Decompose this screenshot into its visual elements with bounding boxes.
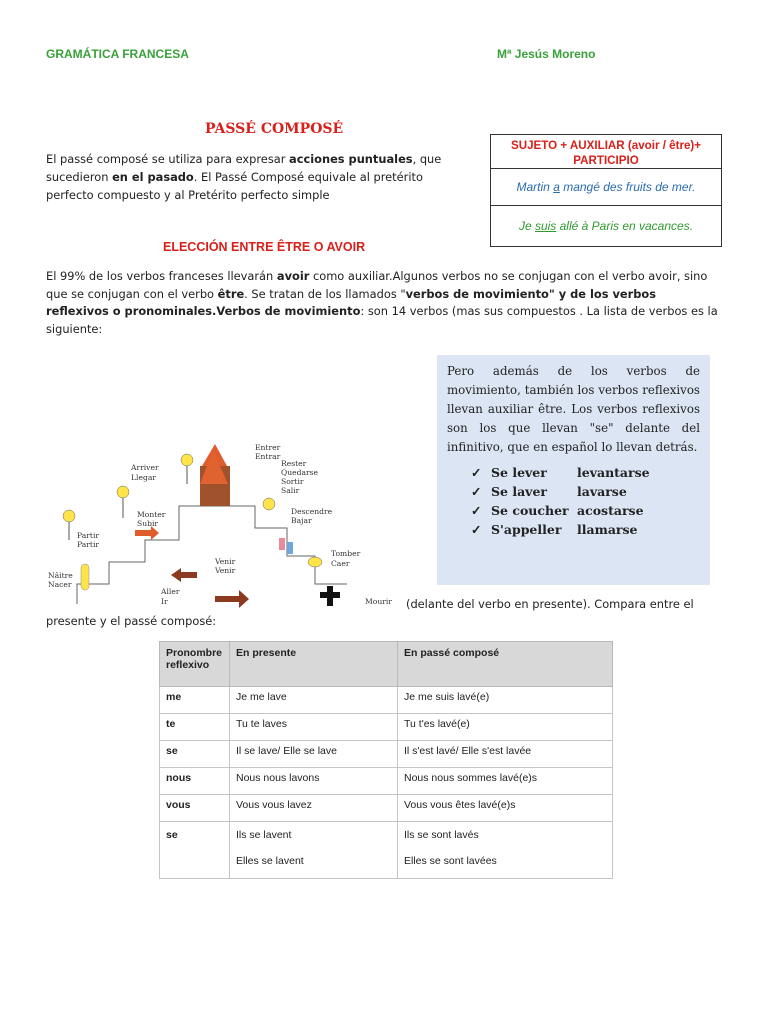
table-row: vous Vous vous lavez Vous vous êtes lavé(e)s xyxy=(160,795,613,822)
checkmark-icon: ✓ xyxy=(471,484,482,499)
label-monter: Monter xyxy=(137,510,166,519)
label-mourir: Mourir xyxy=(365,597,392,606)
table-row: te Tu te laves Tu t'es lavé(e) xyxy=(160,714,613,741)
conjugation-table xyxy=(159,641,613,879)
header-pronoun: Pronombre reflexivo xyxy=(160,642,230,687)
label-quedarse: Quedarse xyxy=(281,468,319,477)
header-author: Mª Jesús Moreno xyxy=(497,47,596,61)
label-venir-es: Venir xyxy=(215,566,236,575)
smiley-partir-icon xyxy=(63,510,75,522)
arrow-down-descendre-icon xyxy=(279,538,285,550)
arrow-right-monter-icon xyxy=(135,526,159,540)
header-passe-compose: En passé composé xyxy=(398,642,613,687)
arrow-down-blue-icon xyxy=(287,542,293,554)
label-salir: Salir xyxy=(281,486,300,495)
label-llegar: Llegar xyxy=(131,473,156,482)
arrow-right-aller-icon xyxy=(215,590,249,608)
figure-side-text: (delante del verbo en presente). Compara entre el xyxy=(406,597,694,611)
list-item: ✓ S'appeller llamarse xyxy=(471,522,638,537)
reflexive-note-text: Pero además de los verbos de movimiento, también los verbos reflexivos llevan auxiliar être. Los verbos reflexivos son los que llevan "se" delante del infinitivo, que en español lo llevan detrás. xyxy=(447,364,700,454)
label-partir: Partir xyxy=(77,531,100,540)
intro-paragraph: El passé composé se utiliza para expresar acciones puntuales, que sucedieron en el pasado. El Passé Composé equivale al pretérito perfecto compuesto y al Pretérito perfecto simple xyxy=(46,152,442,202)
checkmark-icon: ✓ xyxy=(471,465,482,480)
list-item: ✓ Se coucher acostarse xyxy=(471,503,644,518)
checkmark-icon: ✓ xyxy=(471,522,482,537)
label-sortir: Sortir xyxy=(281,477,304,486)
label-descendre: Descendre xyxy=(291,507,333,516)
section-title-etre-avoir: ELECCIÓN ENTRE ÊTRE O AVOIR xyxy=(163,240,366,254)
label-naitre: Nâitre xyxy=(48,571,73,580)
auxiliary-paragraph: El 99% de los verbos franceses llevarán avoir como auxiliar.Algunos verbos no se conjugan con el verbo avoir, sino que se conjugan con el verbo être. Se tratan de los llamados "verbos de movimiento" y de los verbos reflexivos o pronominales.Verbos de movimiento: son 14 verbos (mas sus compuestos . La lista de verbos es la siguiente: xyxy=(46,269,718,336)
smiley-tomber-icon xyxy=(308,557,322,567)
list-item: ✓ Se lever levantarse xyxy=(471,465,650,480)
label-subir: Subir xyxy=(137,519,159,528)
label-entrar: Entrar xyxy=(255,452,281,461)
checkmark-icon: ✓ xyxy=(471,503,482,518)
label-caer: Caer xyxy=(331,559,350,568)
label-ir: Ir xyxy=(161,597,168,606)
label-partir-es: Partir xyxy=(77,540,100,549)
rule-box xyxy=(490,134,722,247)
smiley-descendre-icon xyxy=(263,498,275,510)
smiley-monter-icon xyxy=(117,486,129,498)
cross-bar-icon xyxy=(320,592,340,598)
label-rester: Rester xyxy=(281,459,307,468)
rule-formula: SUJETO + AUXILIAR (avoir / être)+ PARTICIPIO xyxy=(491,135,721,169)
reflexive-verb-list xyxy=(471,463,700,539)
label-tomber: Tomber xyxy=(331,549,361,558)
label-nacer: Nacer xyxy=(48,580,72,589)
movement-verbs-illustration xyxy=(47,444,405,608)
smiley-arriver-icon xyxy=(181,454,193,466)
label-arriver: Arriver xyxy=(131,463,159,472)
rule-example-avoir: Martin a mangé des fruits de mer. xyxy=(491,169,721,206)
table-row: me Je me lave Je me suis lavé(e) xyxy=(160,687,613,714)
label-aller: Aller xyxy=(161,587,180,596)
label-bajar: Bajar xyxy=(291,516,312,525)
baby-naitre-icon xyxy=(81,564,89,590)
page-title: PASSÉ COMPOSÉ xyxy=(205,121,344,137)
table-row: se Ils se lavent Elles se lavent Ils se sont lavés Elles se sont lavées xyxy=(160,822,613,879)
header-present: En presente xyxy=(230,642,398,687)
label-entrer: Entrer xyxy=(255,444,281,452)
reflexive-note-box xyxy=(437,355,710,585)
rule-example-etre: Je suis allé à Paris en vacances. xyxy=(518,219,694,233)
compare-intro: presente y el passé composé: xyxy=(46,614,217,628)
label-venir: Venir xyxy=(215,557,236,566)
header-subject: GRAMÁTICA FRANCESA xyxy=(46,47,189,61)
table-header-row xyxy=(160,642,613,687)
table-row: se Il se lave/ Elle se lave Il s'est lavé/ Elle s'est lavée xyxy=(160,741,613,768)
table-row: nous Nous nous lavons Nous nous sommes lavé(e)s xyxy=(160,768,613,795)
arrow-left-venir-icon xyxy=(171,568,197,582)
list-item: ✓ Se laver lavarse xyxy=(471,484,627,499)
